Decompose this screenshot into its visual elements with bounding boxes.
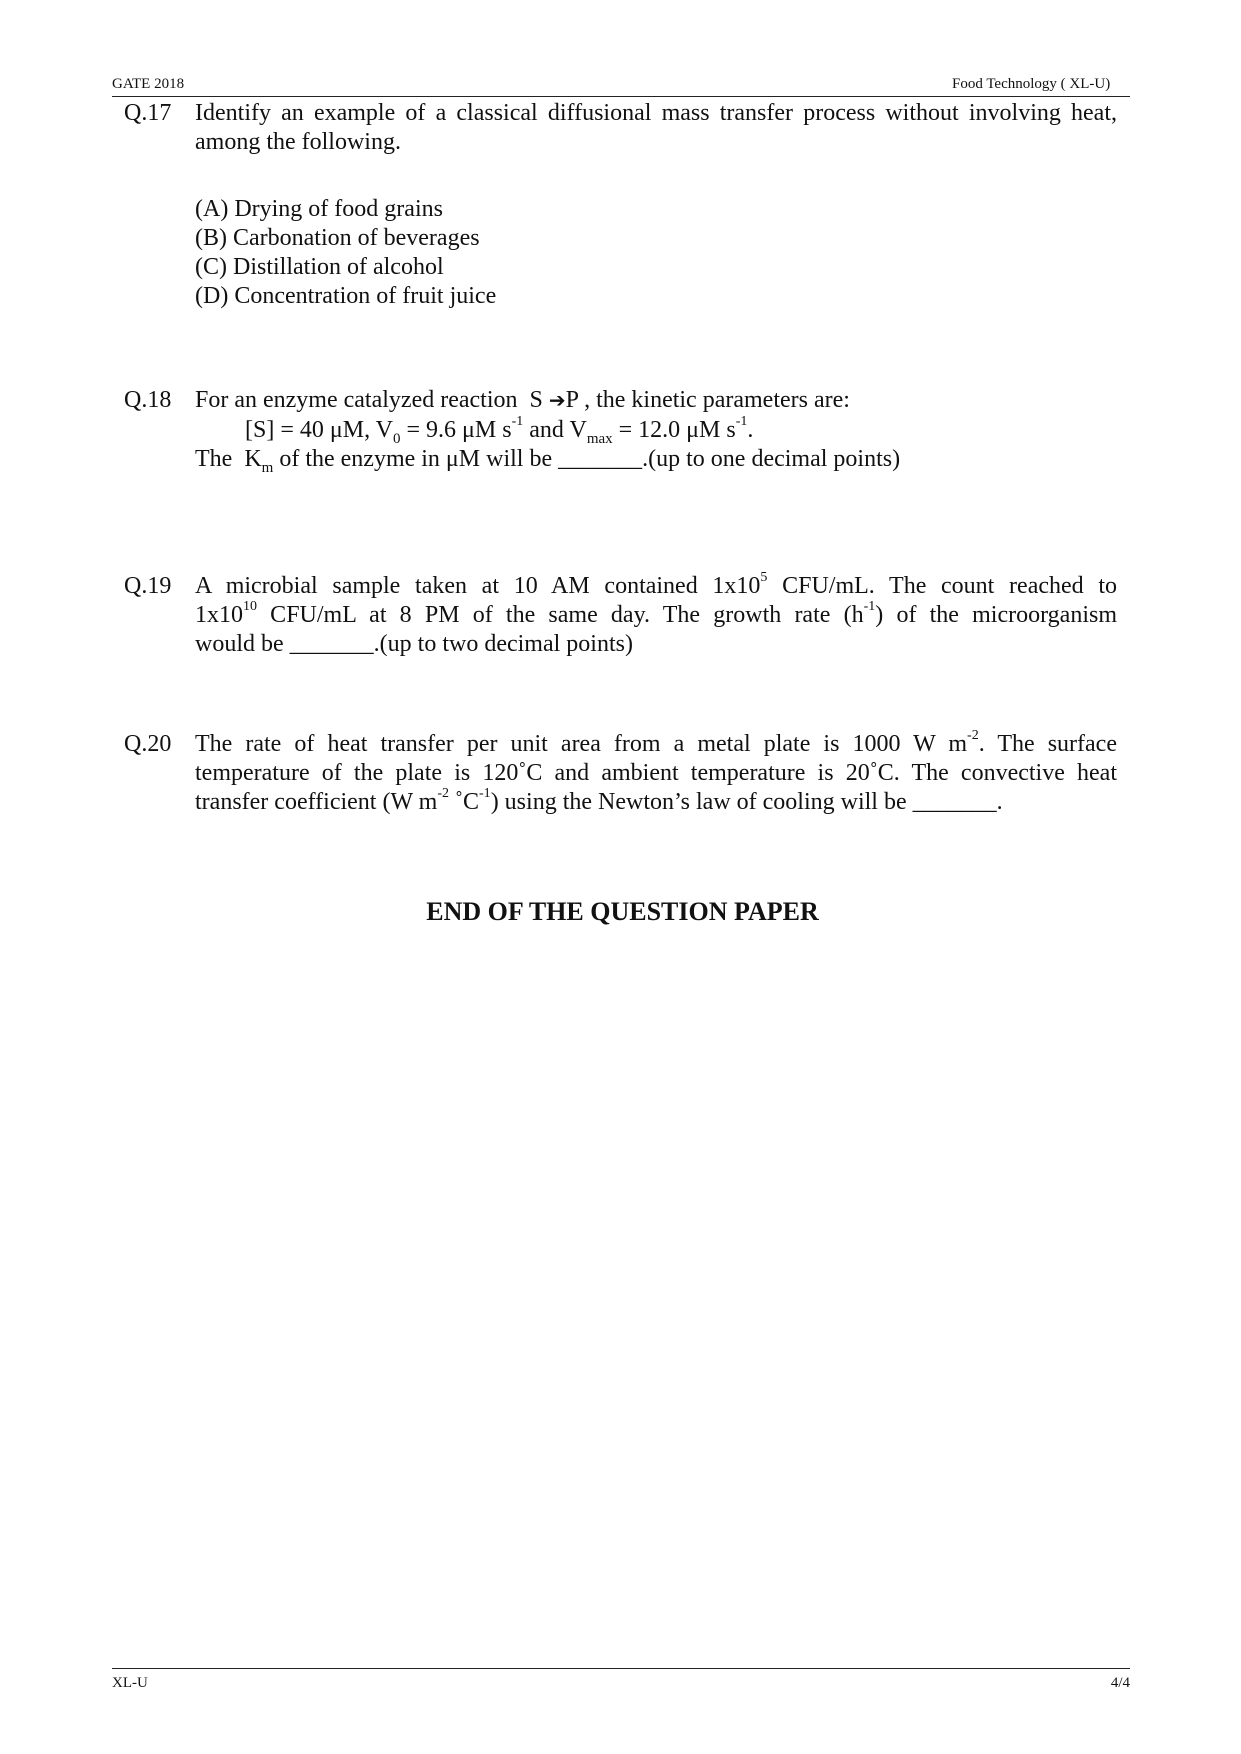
option-d: (D) Concentration of fruit juice [195,283,497,309]
question-number: Q.18 [124,387,172,413]
option-c: (C) Distillation of alcohol [195,254,444,280]
option-b: (B) Carbonation of beverages [195,225,480,251]
end-of-paper-heading: END OF THE QUESTION PAPER [426,897,819,926]
options-list [195,195,1117,311]
paper-code: XL-U [112,1675,148,1691]
page-footer [112,1668,1130,1695]
question-text [195,572,1117,659]
question-line: among the following. [195,129,401,155]
question-line: The $K_m$ of the enzyme in μM will be _______.(up to one decimal points) [195,446,901,476]
question-text [195,99,1117,311]
page-number: 4/4 [1110,1675,1130,1691]
question-line: temperature of the plate is 120˚C and ambient temperature is 20˚C. The convective heat [195,760,1117,786]
paper-subject: Food Technology ( XL-U) [952,76,1111,92]
option-a: (A) Drying of food grains [195,196,443,222]
question-line: A microbial sample taken at 10 AM contained $1x10^5$ CFU/mL. The count reached to [195,570,1118,599]
question-line: Identify an example of a classical diffusional mass transfer process without involving heat, [195,100,1117,126]
question-line: [S] = 40 μM, $V_0 = 9.6$ μM $s^{-1}$ and $V_{max} = 12.0$ μM $s^{-1}$. [245,414,754,447]
question-number: Q.17 [124,100,172,126]
question-line: $1x10^{10}$ CFU/mL at 8 PM of the same day. The growth rate $(h^{-1})$ of the microorganism [195,599,1117,628]
page-header [112,74,1130,97]
question-line: The rate of heat transfer per unit area from a metal plate is 1000 W $m^{-2}$. The surface [195,728,1117,757]
question-text [195,386,1117,474]
question-text [195,730,1117,817]
question-number: Q.20 [124,731,172,757]
question-line: For an enzyme catalyzed reaction S ➔P , the kinetic parameters are: [195,387,850,413]
exam-name: GATE 2018 [112,76,185,92]
arrow-icon: ➔ [548,390,566,412]
question-number: Q.19 [124,573,172,599]
question-line: would be _______.(up to two decimal points) [195,631,633,657]
question-line: transfer coefficient (W $m^{-2}$ $˚C^{-1}$) using the Newton’s law of cooling will be _______. [195,786,1003,815]
